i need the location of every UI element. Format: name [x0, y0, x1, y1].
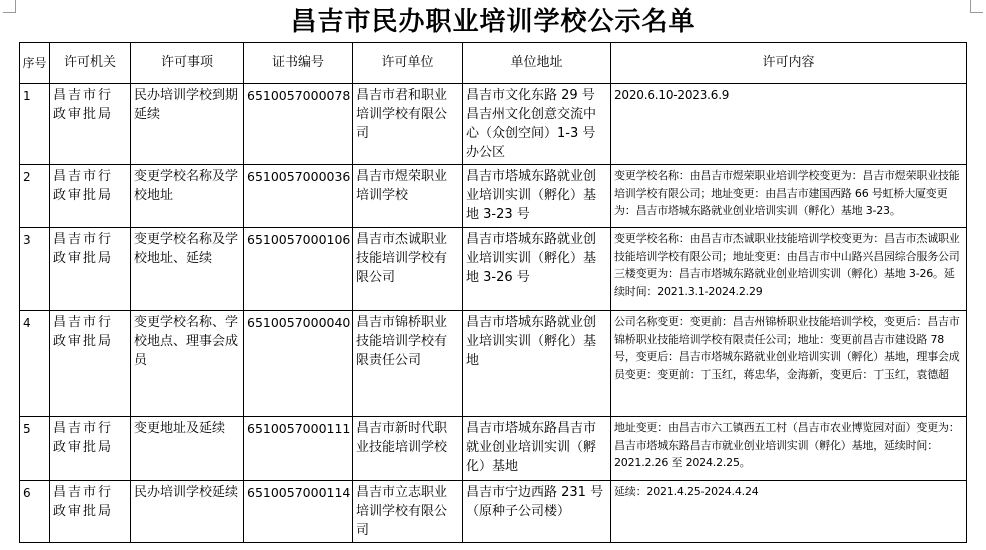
cell-certificate: 6510057000040 — [244, 311, 353, 417]
cell-content: 延续：2021.4.25-2024.4.24 — [611, 481, 967, 543]
cell-authority — [50, 165, 131, 228]
authority-text: 昌吉市行政审批局 — [53, 169, 114, 203]
header-item: 许可事项 — [131, 43, 244, 84]
cell-address: 昌吉市宁边西路 231 号（原种子公司楼） — [463, 481, 611, 543]
cell-index: 4 — [20, 311, 50, 417]
cell-certificate: 6510057000078 — [244, 84, 353, 165]
cell-content: 变更学校名称：由昌吉市杰诚职业技能培训学校变更为：昌吉市杰诚职业技能培训学校有限公司；地址变更：由昌吉市中山路兴昌园综合服务公司三楼变更为：昌吉市塔城东路就业创业培训实训（孵化）基地 3-26。延续时间：2021.3.1-2024.2.29 — [611, 228, 967, 311]
cell-index: 2 — [20, 165, 50, 228]
header-index: 序号 — [20, 43, 50, 84]
cell-index: 1 — [20, 84, 50, 165]
header-unit: 许可单位 — [353, 43, 463, 84]
table-row — [20, 165, 967, 228]
cell-address: 昌吉市塔城东路就业创业培训实训（孵化）基地 3-26 号 — [463, 228, 611, 311]
cell-address: 昌吉市文化东路 29 号昌吉州文化创意交流中心（众创空间）1-3 号办公区 — [463, 84, 611, 165]
cell-unit: 昌吉市君和职业培训学校有限公司 — [353, 84, 463, 165]
cell-unit: 昌吉市立志职业培训学校有限公司 — [353, 481, 463, 543]
table-row — [20, 311, 967, 417]
cell-content: 2020.6.10-2023.6.9 — [611, 84, 967, 165]
table-row — [20, 481, 967, 543]
cell-content: 变更学校名称：由昌吉市煜荣职业培训学校变更为：昌吉市煜荣职业技能培训学校有限公司；地址变更：由昌吉市建国西路 66 号虹桥大厦变更为：昌吉市塔城东路就业创业培训实训（孵化）基地 3-23。 — [611, 165, 967, 228]
cell-address: 昌吉市塔城东路就业创业培训实训（孵化）基地 — [463, 311, 611, 417]
cell-index: 6 — [20, 481, 50, 543]
cell-item: 变更地址及延续 — [131, 417, 244, 481]
table-row — [20, 84, 967, 165]
cell-certificate: 6510057000111 — [244, 417, 353, 481]
table-row — [20, 417, 967, 481]
cell-address: 昌吉市塔城东路就业创业培训实训（孵化）基地 3-23 号 — [463, 165, 611, 228]
authority-text: 昌吉市行政审批局 — [53, 232, 114, 266]
cell-index: 5 — [20, 417, 50, 481]
cell-authority — [50, 228, 131, 311]
cell-index: 3 — [20, 228, 50, 311]
cell-authority — [50, 417, 131, 481]
cell-authority — [50, 84, 131, 165]
header-address: 单位地址 — [463, 43, 611, 84]
cell-item: 变更学校名称及学校地址、延续 — [131, 228, 244, 311]
cell-content: 地址变更：由昌吉市六工镇西五工村（昌吉市农业博览园对面）变更为：昌吉市塔城东路昌吉市就业创业培训实训（孵化）基地，延续时间：2021.2.26 至 2024.2.25。 — [611, 417, 967, 481]
cell-unit: 昌吉市杰诚职业技能培训学校有限公司 — [353, 228, 463, 311]
authority-text: 昌吉市行政审批局 — [53, 421, 114, 455]
header-authority: 许可机关 — [50, 43, 131, 84]
authority-text: 昌吉市行政审批局 — [53, 88, 114, 122]
header-certificate: 证书编号 — [244, 43, 353, 84]
authority-text: 昌吉市行政审批局 — [53, 315, 114, 349]
authority-text: 昌吉市行政审批局 — [53, 485, 114, 519]
cell-certificate: 6510057000106 — [244, 228, 353, 311]
cell-item: 民办培训学校延续 — [131, 481, 244, 543]
cell-authority — [50, 311, 131, 417]
table-row — [20, 228, 967, 311]
table-header-row — [20, 43, 967, 84]
license-table — [19, 42, 967, 543]
cell-certificate: 6510057000036 — [244, 165, 353, 228]
cell-item: 变更学校名称及学校地址 — [131, 165, 244, 228]
page-title: 昌吉市民办职业培训学校公示名单 — [290, 7, 696, 37]
cell-item: 变更学校名称、学校地点、理事会成员 — [131, 311, 244, 417]
cell-unit: 昌吉市煜荣职业培训学校 — [353, 165, 463, 228]
cell-content: 公司名称变更：变更前：昌吉州锦桥职业技能培训学校，变更后：昌吉市锦桥职业技能培训学校有限责任公司；地址：变更前昌吉市建设路 78 号，变更后：昌吉市塔城东路就业创业培训实训（孵化）基地，理事会成员变更：变更前：丁玉红，蒋忠华，金海新，变更后：丁玉红，袁德超 — [611, 311, 967, 417]
cell-certificate: 6510057000114 — [244, 481, 353, 543]
cell-unit: 昌吉市新时代职业技能培训学校 — [353, 417, 463, 481]
cell-authority — [50, 481, 131, 543]
header-content: 许可内容 — [611, 43, 967, 84]
cell-unit: 昌吉市锦桥职业技能培训学校有限责任公司 — [353, 311, 463, 417]
cell-item: 民办培训学校到期延续 — [131, 84, 244, 165]
cell-address: 昌吉市塔城东路昌吉市就业创业培训实训（孵化）基地 — [463, 417, 611, 481]
